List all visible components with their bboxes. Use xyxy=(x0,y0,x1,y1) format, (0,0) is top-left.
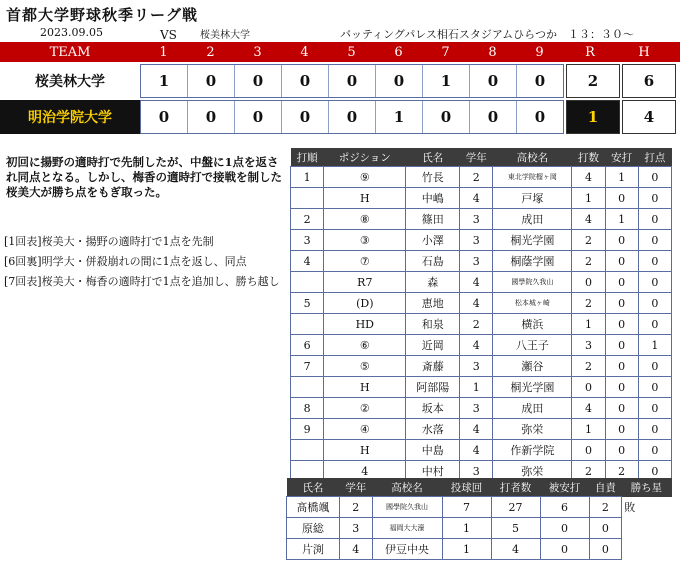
game-date: 2023.09.05 xyxy=(40,26,103,39)
pitching-cell: 片渕 xyxy=(287,539,340,560)
batting-cell: 小澤 xyxy=(406,230,460,251)
inning-score: 0 xyxy=(187,65,234,97)
batting-cell: ④ xyxy=(324,419,406,440)
batting-row xyxy=(291,209,672,230)
batting-cell: 2 xyxy=(572,293,605,314)
batting-cell: 0 xyxy=(572,377,605,398)
batting-cell: 3 xyxy=(291,230,324,251)
pitching-cell: 7 xyxy=(442,497,491,518)
pitching-cell: 伊豆中央 xyxy=(372,539,442,560)
batting-cell: 2 xyxy=(572,230,605,251)
batting-cell: 弥栄 xyxy=(493,419,572,440)
batting-row xyxy=(291,251,672,272)
inning-score: 0 xyxy=(234,101,281,133)
pitching-cell: 0 xyxy=(540,518,589,539)
inning-score: 0 xyxy=(158,108,170,126)
batting-cell: 2 xyxy=(572,251,605,272)
batting-cell: 0 xyxy=(638,272,671,293)
header-team: TEAM xyxy=(49,44,91,60)
pitching-row xyxy=(287,497,672,518)
inning-score: 0 xyxy=(422,101,469,133)
batting-cell: (D) xyxy=(324,293,406,314)
game-summary: 初回に揚野の適時打で先制したが、中盤に1点を返され同点となる。しかし、梅香の適時打で接戦を制した桜美大が勝ち点をもぎ取った。 xyxy=(6,155,282,199)
batting-cell: 中嶋 xyxy=(406,188,460,209)
batting-cell: 桐光学園 xyxy=(493,230,572,251)
pitching-row xyxy=(287,518,672,539)
batting-cell: 0 xyxy=(638,419,671,440)
batting-cell: 國學院久我山 xyxy=(493,272,572,293)
batting-row xyxy=(291,293,672,314)
team-hits: 6 xyxy=(622,64,676,98)
pitching-col-header: 高校名 xyxy=(372,478,442,497)
batting-cell: 4 xyxy=(572,209,605,230)
pitching-cell: 3 xyxy=(339,518,372,539)
pitching-col-header: 被安打 xyxy=(540,478,589,497)
batting-cell: 0 xyxy=(605,230,638,251)
scoreboard-header xyxy=(0,42,680,62)
scoring-note: [6回裏]明学大・併殺崩れの間に1点を返し、同点 xyxy=(4,255,247,268)
batting-cell: 0 xyxy=(638,251,671,272)
inning-score: 0 xyxy=(328,65,375,97)
team-runs: 1 xyxy=(566,100,620,134)
pitching-col-header: 勝ち星 xyxy=(622,478,672,497)
batting-cell: 斎藤 xyxy=(406,356,460,377)
page-title: 首都大学野球秋季リーグ戦 xyxy=(6,6,199,24)
pitching-cell xyxy=(622,518,672,539)
pitching-cell: 0 xyxy=(589,518,622,539)
batting-cell: 桐光学園 xyxy=(493,377,572,398)
batting-cell: 9 xyxy=(291,419,324,440)
pitching-cell: 4 xyxy=(491,539,540,560)
pitching-cell: 原総 xyxy=(287,518,340,539)
batting-cell: 4 xyxy=(460,440,493,461)
batting-cell: 8 xyxy=(291,398,324,419)
batting-cell: 0 xyxy=(638,356,671,377)
batting-cell: 戸塚 xyxy=(493,188,572,209)
batting-cell: ⑥ xyxy=(324,335,406,356)
pitching-cell: 1 xyxy=(442,539,491,560)
batting-cell xyxy=(291,440,324,461)
inning-score: 0 xyxy=(516,65,563,97)
batting-cell: H xyxy=(324,440,406,461)
batting-cell: 0 xyxy=(605,419,638,440)
pitching-col-header: 自責 xyxy=(589,478,622,497)
team-hits: 4 xyxy=(622,100,676,134)
batting-cell: 中村 xyxy=(406,461,460,482)
pitching-cell: 2 xyxy=(589,497,622,518)
batting-row xyxy=(291,314,672,335)
batting-cell: 3 xyxy=(460,461,493,482)
scoreboard xyxy=(0,42,680,134)
header-inning: 5 xyxy=(347,44,356,60)
batting-col-header: 打点 xyxy=(638,148,671,167)
inning-score: 1 xyxy=(422,65,469,97)
batting-row xyxy=(291,419,672,440)
batting-row xyxy=(291,335,672,356)
batting-cell: ⑤ xyxy=(324,356,406,377)
batting-cell: 1 xyxy=(291,167,324,188)
batting-cell: 横浜 xyxy=(493,314,572,335)
header-inning: 4 xyxy=(300,44,309,60)
batting-cell: 成田 xyxy=(493,398,572,419)
batting-cell: ③ xyxy=(324,230,406,251)
pitching-cell: 0 xyxy=(540,539,589,560)
header-inning: 2 xyxy=(206,44,215,60)
batting-cell: ⑦ xyxy=(324,251,406,272)
batting-cell: 4 xyxy=(324,461,406,482)
batting-cell: H xyxy=(324,188,406,209)
pitching-row xyxy=(287,539,672,560)
scoreboard-row-team1 xyxy=(0,64,680,98)
batting-col-header: 高校名 xyxy=(493,148,572,167)
batting-cell: 3 xyxy=(460,251,493,272)
batting-cell: 0 xyxy=(605,272,638,293)
batting-cell: 6 xyxy=(291,335,324,356)
pitching-col-header: 氏名 xyxy=(287,478,340,497)
scoring-notes xyxy=(4,234,284,294)
batting-cell: 中島 xyxy=(406,440,460,461)
batting-cell: 東北学院榴ヶ岡 xyxy=(493,167,572,188)
scoreboard-row-team2 xyxy=(0,100,680,134)
batting-cell: 竹長 xyxy=(406,167,460,188)
batting-cell: 0 xyxy=(638,314,671,335)
batting-cell: 3 xyxy=(460,398,493,419)
batting-cell: 阿部陽 xyxy=(406,377,460,398)
inning-score: 0 xyxy=(469,65,516,97)
batting-cell: 0 xyxy=(605,314,638,335)
batting-cell: 0 xyxy=(605,251,638,272)
pitching-cell: 27 xyxy=(491,497,540,518)
header-inning: 8 xyxy=(488,44,497,60)
pitching-table xyxy=(286,478,672,560)
batting-cell xyxy=(291,272,324,293)
batting-col-header: ポジション xyxy=(324,148,406,167)
batting-cell: 4 xyxy=(460,272,493,293)
pitching-col-header: 打者数 xyxy=(491,478,540,497)
inning-score: 0 xyxy=(187,101,234,133)
batting-cell: 2 xyxy=(572,356,605,377)
batting-row xyxy=(291,272,672,293)
batting-cell: 森 xyxy=(406,272,460,293)
batting-cell: 水落 xyxy=(406,419,460,440)
header-inning: 6 xyxy=(394,44,403,60)
batting-cell: 0 xyxy=(605,188,638,209)
pitching-cell: 髙橋颯 xyxy=(287,497,340,518)
vs-label: VS xyxy=(160,28,177,42)
batting-cell: 篠田 xyxy=(406,209,460,230)
batting-cell: 4 xyxy=(460,188,493,209)
batting-header-row xyxy=(291,148,672,167)
batting-cell: 3 xyxy=(572,335,605,356)
team-name: 明治学院大学 xyxy=(0,100,140,134)
batting-cell: 松本城ヶ崎 xyxy=(493,293,572,314)
batting-cell: 0 xyxy=(638,209,671,230)
batting-cell: 0 xyxy=(638,188,671,209)
opponent-label: 桜美林大学 xyxy=(200,30,250,41)
batting-cell: 1 xyxy=(605,167,638,188)
batting-row xyxy=(291,398,672,419)
batting-cell: 0 xyxy=(638,398,671,419)
pitching-cell: 國學院久我山 xyxy=(372,497,442,518)
batting-row xyxy=(291,440,672,461)
batting-cell: 成田 xyxy=(493,209,572,230)
batting-cell: ⑧ xyxy=(324,209,406,230)
pitching-header-row xyxy=(287,478,672,497)
batting-cell: 0 xyxy=(638,293,671,314)
batting-row xyxy=(291,188,672,209)
batting-cell: 3 xyxy=(460,230,493,251)
batting-cell: 1 xyxy=(572,188,605,209)
batting-cell: HD xyxy=(324,314,406,335)
venue-label: バッティングパレス相石スタジアムひらつか １３：３０～ xyxy=(340,28,635,41)
pitching-cell: 福岡大大濠 xyxy=(372,518,442,539)
inning-scores xyxy=(140,64,564,98)
inning-scores xyxy=(140,100,564,134)
batting-cell xyxy=(291,314,324,335)
batting-cell: 0 xyxy=(638,461,671,482)
pitching-cell: 1 xyxy=(442,518,491,539)
batting-body xyxy=(291,167,672,482)
batting-cell: 0 xyxy=(605,293,638,314)
header-runs: R xyxy=(585,44,595,60)
batting-cell: 恵地 xyxy=(406,293,460,314)
batting-cell: 4 xyxy=(460,293,493,314)
batting-cell: 坂本 xyxy=(406,398,460,419)
batting-cell: 0 xyxy=(605,398,638,419)
inning-score: 1 xyxy=(375,101,422,133)
batting-cell: 7 xyxy=(291,356,324,377)
pitching-cell xyxy=(622,539,672,560)
batting-cell: 桐蔭学園 xyxy=(493,251,572,272)
batting-cell: 0 xyxy=(605,356,638,377)
batting-cell: 1 xyxy=(572,419,605,440)
batting-cell: 0 xyxy=(638,377,671,398)
pitching-col-header: 学年 xyxy=(339,478,372,497)
header-inning: 3 xyxy=(253,44,262,60)
batting-cell: 4 xyxy=(291,251,324,272)
inning-score: 0 xyxy=(281,65,328,97)
batting-cell: 0 xyxy=(605,335,638,356)
batting-row xyxy=(291,356,672,377)
batting-cell: 0 xyxy=(638,167,671,188)
batting-cell: 2 xyxy=(291,209,324,230)
batting-cell: 0 xyxy=(638,440,671,461)
batting-cell: 4 xyxy=(572,398,605,419)
batting-cell: 1 xyxy=(460,377,493,398)
batting-cell: 2 xyxy=(460,314,493,335)
batting-cell: 弥栄 xyxy=(493,461,572,482)
batting-cell: 1 xyxy=(572,314,605,335)
header-inning: 9 xyxy=(535,44,544,60)
batting-cell: 作新学院 xyxy=(493,440,572,461)
batting-col-header: 氏名 xyxy=(406,148,460,167)
scoring-note: [7回表]桜美大・梅香の適時打で1点を追加し、勝ち越し xyxy=(4,275,280,288)
batting-col-header: 安打 xyxy=(605,148,638,167)
pitching-cell: 2 xyxy=(339,497,372,518)
batting-cell xyxy=(291,377,324,398)
pitching-cell: 5 xyxy=(491,518,540,539)
inning-score: 1 xyxy=(158,72,170,90)
batting-cell: 0 xyxy=(605,377,638,398)
pitching-cell: 4 xyxy=(339,539,372,560)
batting-cell: ② xyxy=(324,398,406,419)
batting-cell: 4 xyxy=(572,167,605,188)
team-runs: 2 xyxy=(566,64,620,98)
inning-score: 0 xyxy=(328,101,375,133)
batting-cell: 2 xyxy=(605,461,638,482)
batting-cell xyxy=(291,188,324,209)
batting-cell: ⑨ xyxy=(324,167,406,188)
batting-cell: 瀬谷 xyxy=(493,356,572,377)
header-hits: H xyxy=(638,44,650,60)
header-inning: 7 xyxy=(441,44,450,60)
batting-cell: 2 xyxy=(460,167,493,188)
batting-cell: 0 xyxy=(638,230,671,251)
batting-cell: R7 xyxy=(324,272,406,293)
inning-score: 0 xyxy=(516,101,563,133)
pitching-cell: 6 xyxy=(540,497,589,518)
batting-cell: 近岡 xyxy=(406,335,460,356)
batting-cell: 0 xyxy=(572,272,605,293)
batting-cell: 和泉 xyxy=(406,314,460,335)
batting-cell: 4 xyxy=(460,419,493,440)
batting-col-header: 打順 xyxy=(291,148,324,167)
batting-cell: 4 xyxy=(460,335,493,356)
batting-col-header: 学年 xyxy=(460,148,493,167)
batting-cell: 1 xyxy=(605,209,638,230)
team-name: 桜美林大学 xyxy=(35,74,105,90)
pitching-cell: 0 xyxy=(589,539,622,560)
batting-cell: 八王子 xyxy=(493,335,572,356)
batting-row xyxy=(291,167,672,188)
batting-cell: H xyxy=(324,377,406,398)
inning-score: 0 xyxy=(469,101,516,133)
inning-score: 0 xyxy=(281,101,328,133)
batting-cell: 3 xyxy=(460,356,493,377)
batting-cell: 石島 xyxy=(406,251,460,272)
scoring-note: [1回表]桜美大・揚野の適時打で1点を先制 xyxy=(4,235,214,248)
batting-cell: 0 xyxy=(572,440,605,461)
batting-cell: 2 xyxy=(572,461,605,482)
batting-col-header: 打数 xyxy=(572,148,605,167)
pitching-body xyxy=(287,497,672,560)
inning-score: 0 xyxy=(234,65,281,97)
batting-row xyxy=(291,230,672,251)
batting-cell: 5 xyxy=(291,293,324,314)
header-inning: 1 xyxy=(159,44,168,60)
batting-row xyxy=(291,377,672,398)
pitching-col-header: 投球回 xyxy=(442,478,491,497)
batting-cell: 1 xyxy=(638,335,671,356)
pitching-cell: 敗 xyxy=(624,501,636,514)
inning-score: 0 xyxy=(375,65,422,97)
batting-cell: 0 xyxy=(605,440,638,461)
batting-cell: 3 xyxy=(460,209,493,230)
batting-table xyxy=(290,148,672,482)
